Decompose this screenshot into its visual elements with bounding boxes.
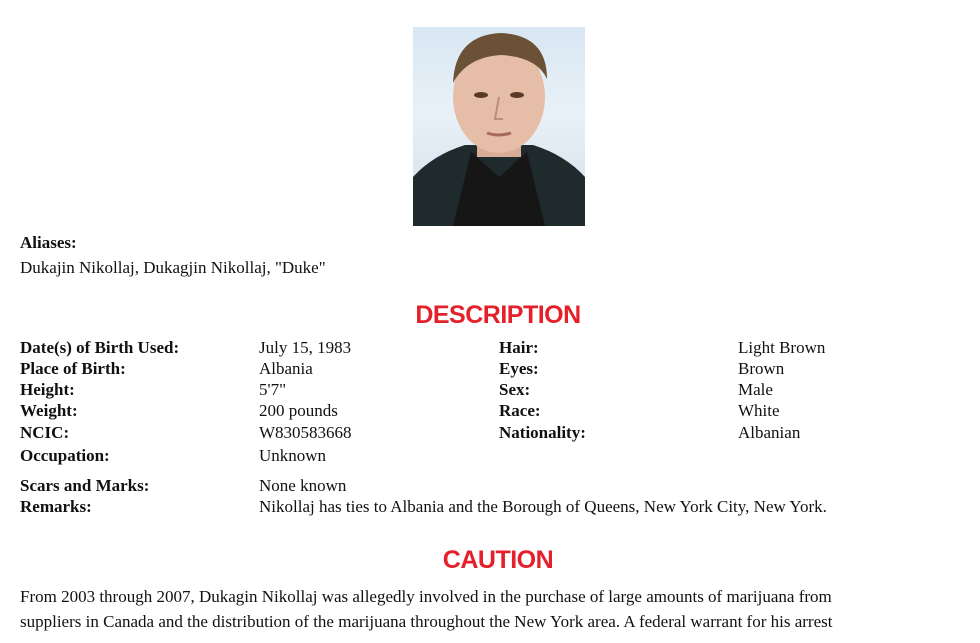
hair-value: Light Brown (738, 338, 826, 357)
height-value: 5'7" (259, 380, 287, 399)
hair-label: Hair: (499, 338, 539, 357)
dob-value: July 15, 1983 (259, 338, 352, 357)
scars-and-marks-label: Scars and Marks: (20, 476, 150, 495)
race-label: Race: (499, 401, 541, 420)
ncic-label: NCIC: (20, 423, 70, 442)
aliases-label: Aliases: (20, 233, 77, 252)
subject-photo (413, 27, 585, 226)
caution-paragraph (20, 584, 970, 634)
remarks-value: Nikollaj has ties to Albania and the Borough of Queens, New York City, New York. (259, 497, 827, 516)
height-label: Height: (20, 380, 75, 399)
dob-label: Date(s) of Birth Used: (20, 338, 180, 357)
description-heading: DESCRIPTION (415, 301, 581, 329)
scars-and-marks-value: None known (259, 476, 347, 495)
aliases-value: Dukajin Nikollaj, Dukagjin Nikollaj, "Duke" (20, 258, 326, 277)
nationality-value: Albanian (738, 423, 801, 442)
occupation-label: Occupation: (20, 446, 110, 465)
place-of-birth-label: Place of Birth: (20, 359, 126, 378)
sex-value: Male (738, 380, 773, 399)
ncic-value: W830583668 (259, 423, 352, 442)
weight-label: Weight: (20, 401, 78, 420)
race-value: White (738, 401, 780, 420)
sex-label: Sex: (499, 380, 531, 399)
caution-line-2: suppliers in Canada and the distribution of the marijuana throughout the New York area. A federal warrant for his arrest (20, 612, 833, 631)
caution-line-1: From 2003 through 2007, Dukagin Nikollaj was allegedly involved in the purchase of large amounts of marijuana from (20, 587, 832, 606)
occupation-value: Unknown (259, 446, 327, 465)
eyes-value: Brown (738, 359, 785, 378)
caution-heading: CAUTION (442, 546, 554, 574)
weight-value: 200 pounds (259, 401, 338, 420)
eyes-label: Eyes: (499, 359, 539, 378)
remarks-label: Remarks: (20, 497, 92, 516)
nationality-label: Nationality: (499, 423, 586, 442)
place-of-birth-value: Albania (259, 359, 313, 378)
